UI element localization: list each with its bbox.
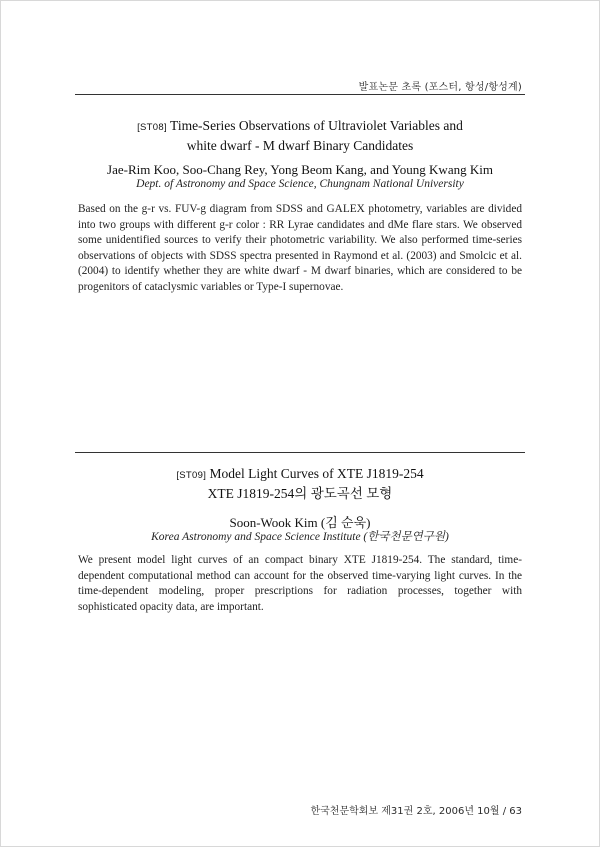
abstract2-authors: Soon-Wook Kim (김 순욱) xyxy=(229,515,371,530)
abstract2-body: We present model light curves of an compact binary XTE J1819-254. The standard, time-dependent computational method can account for the observed time-varying light curves. In the time-dependent modeling, proper prescriptions for radiation processes, together with sophisticated opacity data, are important. xyxy=(78,554,522,613)
abstract1-title-line2: white dwarf - M dwarf Binary Candidates xyxy=(186,138,414,153)
abstract1-title xyxy=(75,117,525,155)
abstract1-body: Based on the g-r vs. FUV-g diagram from SDSS and GALEX photometry, variables are divided into two groups with different g-r color : RR Lyrae candidates and dMe flare stars. We observed some unidentified sources to verify their photometric variability. We also performed time-series observations of objects with SDSS spectra presented in Raymond et al. (2003) and Smolcic et al. (2004) to identify whether they are white dwarf - M dwarf binaries, which are considered to be progenitors of cataclysmic variables or Type-I supernovae. xyxy=(78,203,522,293)
page-footer: 한국천문학회보 제31권 2호, 2006년 10월 / 63 xyxy=(310,806,522,817)
abstract2-title xyxy=(75,465,525,503)
abstract1-affiliation: Dept. of Astronomy and Space Science, Chungnam National University xyxy=(136,178,464,190)
abstract1-authors: Jae-Rim Koo, Soo-Chang Rey, Yong Beom Kang, and Young Kwang Kim xyxy=(107,162,493,177)
section-divider xyxy=(75,452,525,453)
abstract2-affiliation: Korea Astronomy and Space Science Institute (한국천문연구원) xyxy=(151,531,449,543)
running-header: 발표논문 초록 (포스터, 항성/항성계) xyxy=(358,82,522,93)
abstract2-code: [ST09] xyxy=(176,470,207,481)
abstract1-code: [ST08] xyxy=(137,122,167,133)
abstract2-title-line1: Model Light Curves of XTE J1819-254 xyxy=(209,466,424,481)
header-rule xyxy=(75,94,525,95)
abstract2-title-line2: XTE J1819-254의 광도곡선 모형 xyxy=(207,486,393,501)
abstract1-title-line1: Time-Series Observations of Ultraviolet Variables and xyxy=(170,118,463,133)
